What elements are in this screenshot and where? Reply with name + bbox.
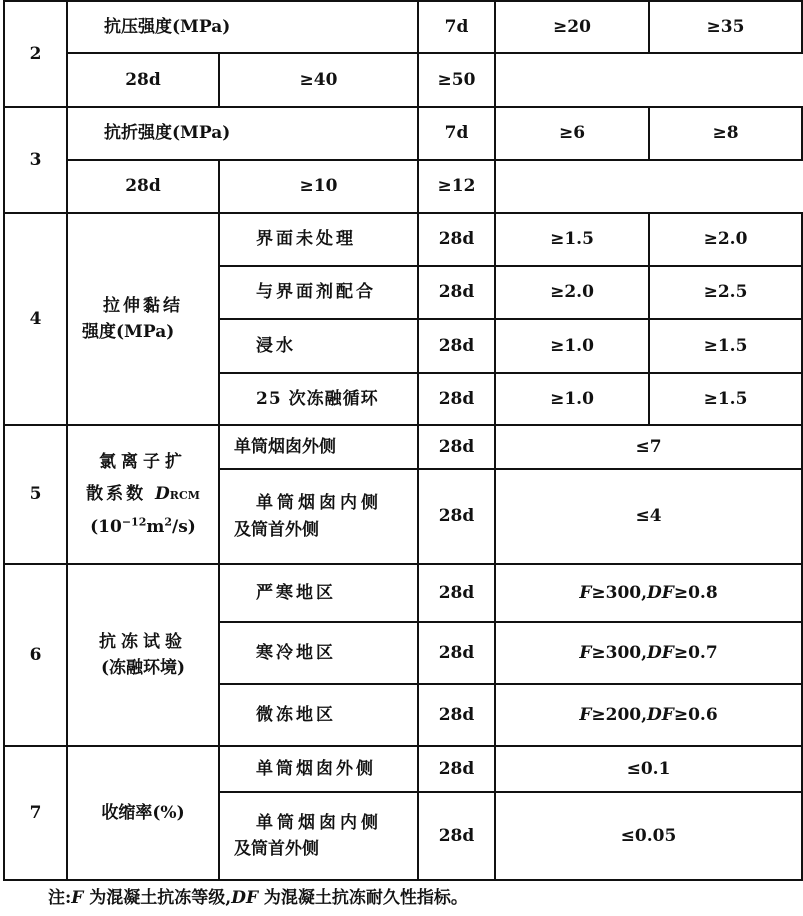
value-merged: ≤0.1 (495, 746, 802, 792)
symbol-df: DF (647, 642, 674, 663)
value-merged (495, 622, 802, 684)
unit-text: (10 (90, 516, 122, 537)
test-item (67, 564, 219, 746)
test-item: 抗折强度(MPa) (67, 107, 418, 160)
test-item: 抗压强度(MPa) (67, 1, 418, 53)
table-row (4, 213, 802, 266)
sub-item (219, 792, 418, 880)
value-1: ≥10 (219, 160, 418, 213)
value-f: ≥300, (591, 642, 648, 663)
test-age: 28d (418, 319, 495, 373)
table-row (4, 53, 802, 107)
test-item (67, 213, 219, 425)
unit-exponent: 2 (164, 514, 173, 528)
sub-item (219, 469, 418, 564)
row-number: 3 (4, 107, 67, 213)
value-2: ≥1.5 (649, 319, 802, 373)
unit-text: m (146, 516, 165, 537)
value-1: ≥6 (495, 107, 649, 160)
test-age: 28d (418, 792, 495, 880)
row-number: 7 (4, 746, 67, 880)
value-merged: ≤0.05 (495, 792, 802, 880)
unit-exponent: −12 (121, 514, 147, 528)
sub-item-line: 单筒烟囱内侧 (256, 493, 382, 514)
value-f: ≥300, (591, 582, 648, 603)
value-2: ≥2.5 (649, 266, 802, 319)
sub-item: 界面未处理 (219, 213, 418, 266)
table-row (4, 107, 802, 160)
sub-item: 与界面剂配合 (219, 266, 418, 319)
sub-item: 单筒烟囱外侧 (219, 425, 418, 469)
value-2: ≥35 (649, 1, 802, 53)
table-row (4, 425, 802, 469)
sub-item-line: 及筒首外侧 (234, 839, 319, 859)
symbol-df: DF (231, 888, 259, 908)
value-df: ≥0.6 (673, 704, 718, 725)
unit-text: /s) (172, 516, 196, 537)
value-merged (495, 564, 802, 622)
value-df: ≥0.8 (673, 582, 718, 603)
value-1: ≥2.0 (495, 266, 649, 319)
value-merged: ≤7 (495, 425, 802, 469)
row-number: 5 (4, 425, 67, 564)
table-note (48, 883, 468, 908)
sub-item: 微冻地区 (219, 684, 418, 746)
test-age: 28d (418, 746, 495, 792)
value-df: ≥0.7 (673, 642, 718, 663)
value-1: ≥40 (219, 53, 418, 107)
test-item-line (68, 478, 218, 510)
value-merged (495, 684, 802, 746)
test-item-line: 抗冻试验 (99, 631, 187, 652)
value-2: ≥1.5 (649, 373, 802, 425)
test-age: 7d (418, 1, 495, 53)
symbol-df: DF (647, 582, 674, 603)
value-2: ≥12 (418, 160, 495, 213)
value-2: ≥8 (649, 107, 802, 160)
symbol-f: F (579, 642, 592, 663)
test-age: 28d (418, 373, 495, 425)
sub-item: 严寒地区 (219, 564, 418, 622)
row-number: 4 (4, 213, 67, 425)
test-item-text: 散系数 (86, 484, 156, 505)
sub-item: 寒冷地区 (219, 622, 418, 684)
test-age: 28d (418, 684, 495, 746)
symbol-f: F (579, 582, 592, 603)
test-age: 28d (67, 160, 219, 213)
test-item: 收缩率(%) (67, 746, 219, 880)
sub-item: 单筒烟囱外侧 (219, 746, 418, 792)
row-number: 6 (4, 564, 67, 746)
symbol-subscript: RCM (169, 489, 200, 503)
test-item (67, 425, 219, 564)
note-text: 为混凝土抗冻耐久性指标。 (258, 888, 468, 908)
note-text: 注: (48, 888, 72, 908)
test-item-line: 拉伸黏结 (103, 295, 183, 316)
test-item-line: (冻融环境) (100, 658, 186, 678)
test-age: 28d (418, 469, 495, 564)
spec-table (3, 0, 803, 881)
symbol-d: D (155, 484, 170, 505)
symbol-f: F (579, 704, 592, 725)
sub-item-line: 及筒首外侧 (234, 519, 319, 540)
value-f: ≥200, (591, 704, 648, 725)
value-2: ≥50 (418, 53, 495, 107)
table-row (4, 160, 802, 213)
test-age: 28d (418, 213, 495, 266)
symbol-df: DF (647, 704, 674, 725)
test-item-line: 氯离子扩 (99, 452, 187, 473)
test-age: 7d (418, 107, 495, 160)
test-age: 28d (418, 564, 495, 622)
symbol-f: F (71, 888, 84, 908)
table-row (4, 1, 802, 53)
value-1: ≥1.0 (495, 319, 649, 373)
note-text: 为混凝土抗冻等级, (83, 888, 232, 908)
test-age: 28d (418, 425, 495, 469)
table-row (4, 564, 802, 622)
row-number: 2 (4, 1, 67, 107)
sub-item: 浸水 (219, 319, 418, 373)
test-item-line: 强度(MPa) (82, 322, 175, 342)
test-age: 28d (418, 266, 495, 319)
test-item-line (68, 511, 218, 543)
sub-item: 25 次冻融循环 (219, 373, 418, 425)
test-age: 28d (67, 53, 219, 107)
value-1: ≥20 (495, 1, 649, 53)
test-age: 28d (418, 622, 495, 684)
table-row (4, 746, 802, 792)
value-1: ≥1.0 (495, 373, 649, 425)
value-1: ≥1.5 (495, 213, 649, 266)
value-merged: ≤4 (495, 469, 802, 564)
sub-item-line: 单筒烟囱内侧 (256, 812, 382, 833)
value-2: ≥2.0 (649, 213, 802, 266)
